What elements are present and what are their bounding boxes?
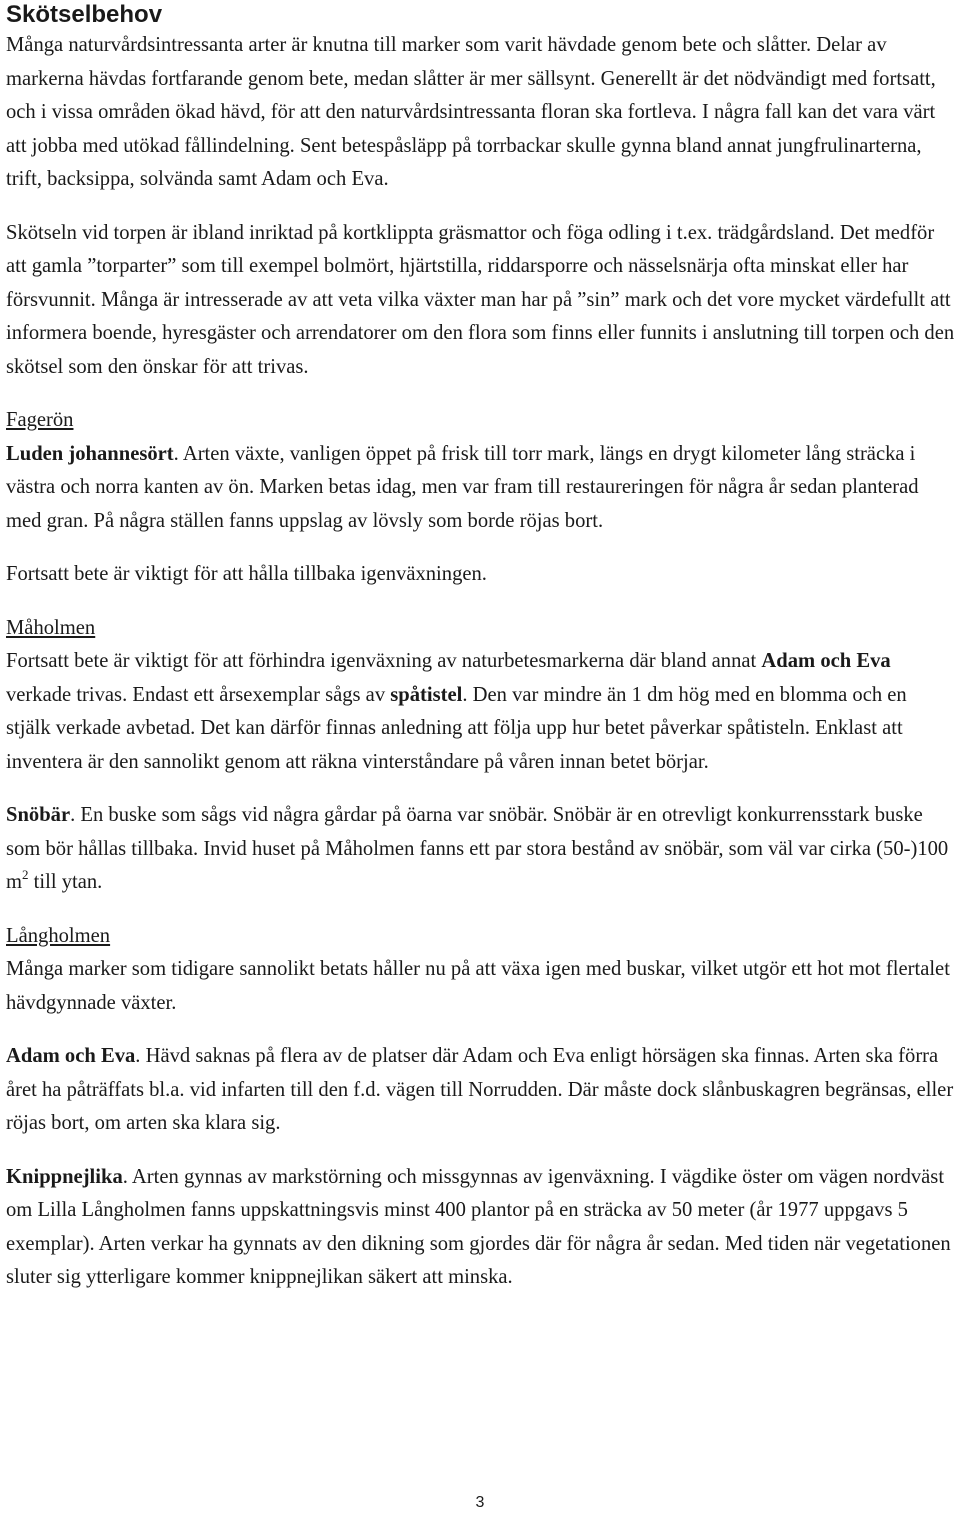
maholmen-paragraph-2 (6, 799, 956, 900)
langholmen-paragraph-2 (6, 1040, 956, 1141)
maholmen-text-1: Fortsatt bete är viktigt för att förhindra igenväxning av naturbetesmarkerna där bland annat (6, 650, 762, 672)
fageron-title: Fagerön (6, 409, 74, 431)
maholmen-title: Måholmen (6, 616, 96, 639)
snobar-text-2: till ytan. (28, 871, 103, 893)
knipp-text: . Arten gynnas av markstörning och missgynnas av igenväxning. I vägdike öster om vägen nordväst om Lilla Långholmen fanns uppskattningsvis minst 400 plantor på en sträcka av 50 meter (år 1977 uppgavs 5 exemplar). Arten verkar ha gynnats av den dikning som gjordes där för några år sedan. Med tiden när vegetationen sluter sig ytterligare kommer knippnejlikan säkert att minska. (6, 1165, 951, 1288)
species-spatistel: spåtistel (390, 683, 463, 706)
species-adam-och-eva: Adam och Eva (761, 650, 891, 672)
species-knippnejlika: Knippnejlika (6, 1165, 123, 1188)
species-snobar: Snöbär (6, 804, 71, 826)
species-luden-johannesort: Luden johannesört (6, 442, 174, 465)
fageron-paragraph-1 (6, 438, 956, 539)
maholmen-text-2: verkade trivas. Endast ett årsexemplar sågs av (6, 683, 391, 706)
section-heading: Skötselbehov (6, 1, 163, 28)
langholmen-paragraph-1: Många marker som tidigare sannolikt betats håller nu på att växa igen med buskar, vilket utgör ett hot mot flertalet hävdgynnade växter. (6, 958, 950, 1014)
fageron-paragraph-2: Fortsatt bete är viktigt för att hålla tillbaka igenväxningen. (6, 563, 487, 585)
maholmen-text-3: . Den var mindre än 1 dm hög med en blomma och en stjälk verkade avbetad. Det kan därför finnas anledning att följa upp hur betet påverkar spåtisteln. Enklast att inventera är den sannolikt genom att räkna vinterståndare på våren innan betet börjar. (6, 683, 907, 773)
fageron-text-1: . Arten växte, vanligen öppet på frisk till torr mark, längs en drygt kilometer lång sträcka i västra och norra kanten av ön. Marken betas idag, men var fram till restaureringen för några år sedan planterad med gran. På några ställen fanns uppslag av lövsly som borde röjas bort. (6, 442, 919, 532)
snobar-text-1: . En buske som sågs vid några gårdar på öarna var snöbär. Snöbär är en otrevligt konkurrensstark buske som bör hållas tillbaka. Invid huset på Måholmen fanns ett par stora bestånd av snöbär, som väl var cirka (50-)100 m (6, 804, 949, 893)
langholmen-paragraph-3 (6, 1161, 956, 1295)
document-page (6, 0, 956, 1295)
adam-text: . Hävd saknas på flera av de platser där Adam och Eva enligt hörsägen ska finnas. Arten ska förra året ha påträffats bl.a. vid infarten till den f.d. vägen till Norrudden. Där måste dock slånbuskagren begränsas, eller röjas bort, om arten ska klara sig. (6, 1045, 954, 1134)
intro-paragraph-2: Skötseln vid torpen är ibland inriktad på kortklippta gräsmattor och föga odling i t.ex. trädgårdsland. Det medför att gamla ”torparter” som till exempel bolmört, hjärtstilla, riddarsporre och nässelsnärja ofta minskat eller har försvunnit. Många är intresserade av att veta vilka växter man har på ”sin” mark och det vore mycket värdefullt att informera boende, hyresgäster och arrendatorer om den flora som finns eller funnits i anslutning till torpen och den skötsel som den önskar för att trivas. (6, 221, 955, 378)
species-adam-och-eva-2: Adam och Eva (6, 1045, 136, 1067)
langholmen-title: Långholmen (6, 924, 111, 947)
superscript-2: 2 (22, 867, 29, 882)
page-number: 3 (475, 1494, 485, 1511)
intro-paragraph-1: Många naturvårdsintressanta arter är knutna till marker som varit hävdade genom bete och slåtter. Delar av markerna hävdas fortfarande genom bete, medan slåtter är mer sällsynt. Generellt är det nödvändigt med fortsatt, och i vissa områden ökad hävd, för att den naturvårdsintressanta floran ska fortleva. I några fall kan det vara värt att jobba med utökad fållindelning. Sent betespåsläpp på torrbackar skulle gynna bland annat jungfrulinarterna, trift, backsippa, solvända samt Adam och Eva. (6, 34, 936, 190)
maholmen-paragraph-1 (6, 645, 956, 779)
